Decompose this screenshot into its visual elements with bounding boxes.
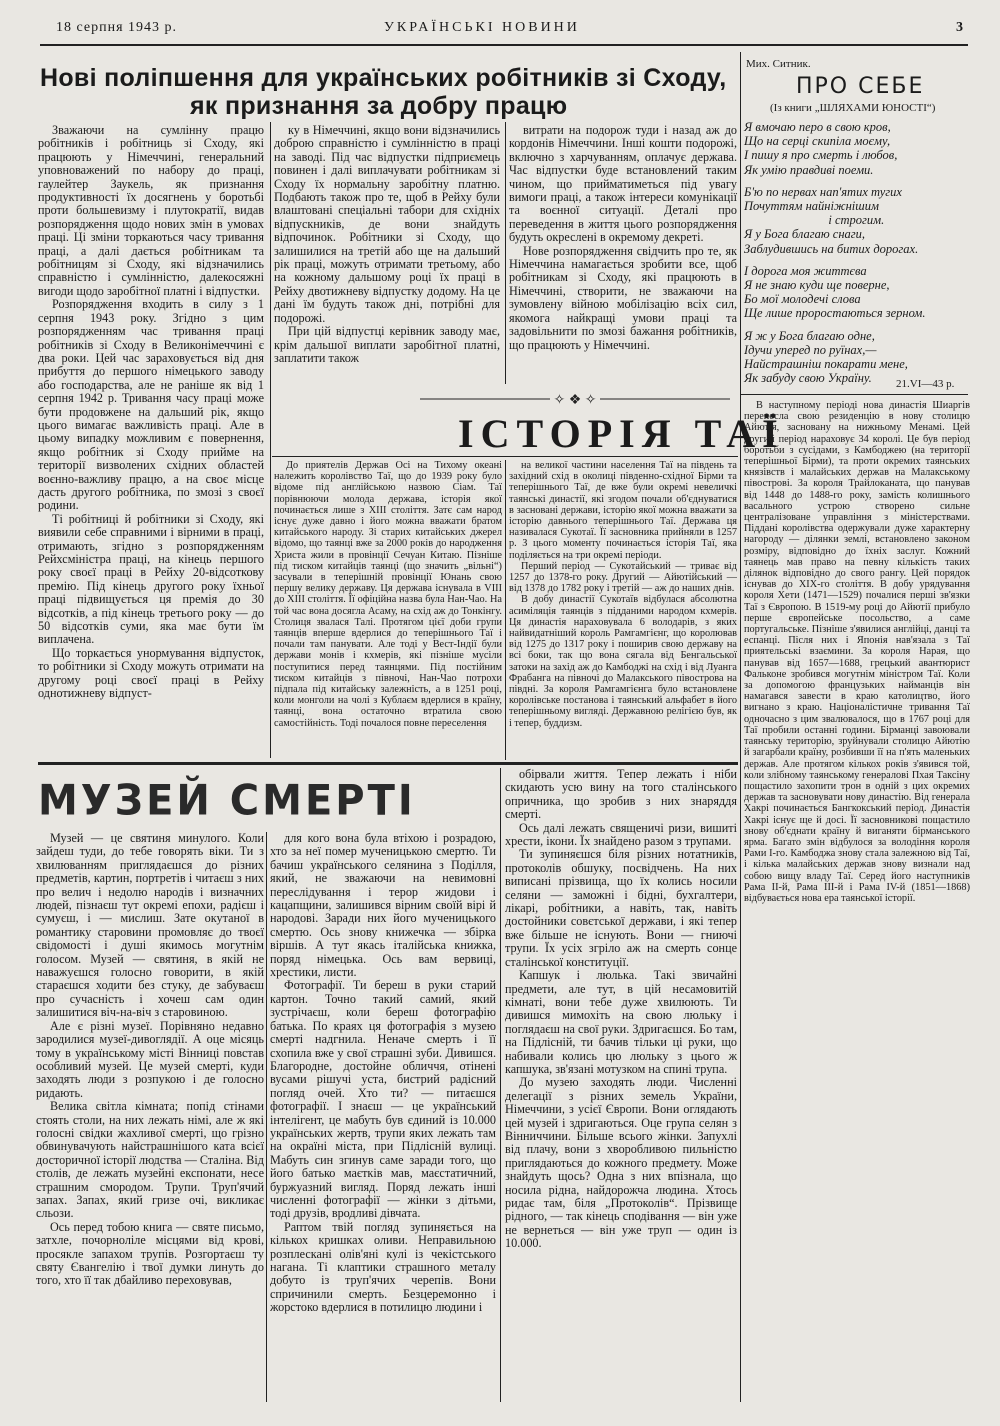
column-divider [740,52,741,1402]
article1-column-3 [509,124,737,386]
poem-stanza: Я вмочаю перо в свою кров, Що на серці скипіла моєму, І пишу я про смерть і любов, Як умію правдиві поеми. [744,120,898,177]
paragraph: При цій відпустці керівник заводу має, крім дальшої виплати заробітної платні, заплатити також [274,324,500,365]
paragraph: Нове розпорядження свідчить про те, як Німеччина намагається зробити все, щоб робітникам зі Сходу, які працюють в Німеччині, створити, не зважаючи на зумовлену війною мобілізацію всіх сил, якомога найкращі умови праці та задовільнити по змозі бажання робітників, що працюють у Німеччині. [509,243,737,352]
paragraph: В наступному періоді нова династія Шиаргів перенесла свою резиденцію в нову столицю Айютія, засновану на нижньому Менамі. Цей другий період нараховує 34 королі. Це був період боротьби з сусідами, з Камбоджею (на території теперішньої Бірми), та проти окремих таянських князівств і малайських держав на Малакському півострові. За короля Трайлоканата, що панував від 1448 до 1488-го року, замість колишнього васального устрою створено сильне централізоване управління з міністерствами. Піддані королівства одержували дуже характерну нагороду — ділянки землі, встановлено законом розміру, відповідно до їхніх заслуг. Кожний таянець мав право на певну кількість таких ділянок відповідно до свого рангу. Цей порядок існував до XIX-го століття. В добу урядування короля Хети (1471—1529) почалися перші зв'язки Таї з Європою. В 1519-му році до Айютії прибуло перше європейське посольство, а саме португальське. Пізніше з'явилися англійці, данці та еспанці. Після них і Японія нав'язала з Таї приятельські взаємини. За короля Нарая, що панував від 1657—1688, грецький авантюрист Фальконе зробився могутнім міністром Таї. Коли за допомогою французьких найманців він намагався завести в краю католицтво, його вигнано з краю. Націоналістичне тривання Таї одночасно з цим звалювалося, що в 1767 році для Таї пробили останні години. Бірманці завоювали таянську територію, зруйнували столицю Айютію й загарбали країну, розбивши її на п'ять маленьких держав. Але протягом кількох років з'явився той, коли злібному таянському генералові Пхая Таксіну пощастило захопити трон в одній з цих окремих держав та засновувати нову династію. Від генерала Хакрі починається Бангкокський період. Династія Хакрі існує ще й досі. Її засновникові пощастило знову об'єднати країну й виганяти бірманського ярма. Багато змін відбулося за володіння короля Рами І-го. Камбоджа знову стала залежною від Таї, і кілька малайських держав знову визнали над собою вищу владу Таї. Серед його наступників Рама ІІ-й, Рама ІІІ-й і Рама IV-й (1851—1868) відбувається нова ера таянської історії. [744,400,970,904]
poem-stanza: І дорога моя життєва Я не знаю куди ще поверне, Бо мої молодечі слова Ще лише проростаються зерном. [744,263,926,321]
article2-column-1 [274,460,502,760]
header-page-number: 3 [956,20,964,35]
paragraph: Музей — це святиня минулого. Коли зайдеш туди, до тебе говорять віки. Ти з хвилюванням приглядаєшся до різних предметів, картин, портретів і читаєш з них про велич і недолю народів і визначних людей, пізнаєш тут окремі епохи, радієш і сумуєш, і — мислиш. Зате окутаної в романтику старовини промовляє до твоєї свідомості і душі якимось могутнім голосом. Музей — святиня, в якій не наважуєшся голосно говорити, в якій стараєшся ходити без стуку, де забуваєш про сучасність і хочеш сам один залишитися віч-на-віч з старовиною. [36,832,264,1020]
column-divider [500,768,501,1402]
paragraph: Капшук і люлька. Такі звичайні предмети, але тут, в цій несамовитій кімнаті, вони тебе дуже хвилюють. Ти дивишся мимохіть на свою люльку і поглядаєш на свої руки. Здригаєшся. Бо там, на Підлісній, ти бачив тільки ці руки, що набивали колись цю люльку з цього ж капшука, зв'язані мотузком на спині трупа. [505,968,737,1076]
poem-bottom-rule [740,394,968,395]
paragraph: Перший період — Сукотайський — триває від 1257 до 1378-го року. Другий — Айютійський — від 1378 до 1782 року і третій — аж до наших днів. [509,560,737,595]
paragraph: на великої частини населення Таї на південь та західний схід в околиці південно-східної Бірми та теперішнього Таї, де вже були окремі невеличкі таянські династії, які згодом почали об'єднуватися в засновані держави, історію якої можна вважати за історію давнього теперішнього Таї. Держава ця називалася Сукотаї. Її засновника прийняли в 1257 р. З цього моменту починається історія Таї, яка поділяється на три окремі періоди. [509,460,737,561]
article3-column-2 [270,832,496,1402]
paragraph: Раптом твій погляд зупиняється на кількох кришках оливи. Неправильною розплескані олів'яні кулі із чекістського нагана. Ті клаптики страшного металу добуто із труп'ячих черепів. Вони спричинили смерть. Безцеремонно і жорстоко вдерлися в потилицю людини і [270,1219,496,1315]
column-divider [505,122,506,384]
paragraph: До музею заходять люди. Численні делегації з різних земель України, Німеччини, з усієї Європи. Вони оглядають цей музей і здригаються. Оце група селян з Вінниччини. Більше всього жінки. Запухлі від плачу, вони з хворобливою пильністю приглядаються до кожного предмету. Може знайдуть щось? Одна з них впізнала, що носила рідна, найдорожча людина. Хтось ридає там, біля „Протоколів“. Прізвище рідного, — так кінець сподівання — він уже не вернеться — він уже труп — один із 10.000. [505,1075,737,1251]
paragraph: До приятелів Держав Осі на Тихому океані належить королівство Таї, що до 1939 року було відоме під англійською назвою Сіам. Таї порівнюючи молода держава, історія якої починається лише з XIII століття. Затє сам народ існує дуже давно і його можна вважати братом китайського народу. Зі старих китайських джерел відомо, що таянці вже за 2000 років до народження Христа жили в провінції Сечуан Китаю. Пізніше під тиском китайців таянці (що значить „вільні“) засували в теперішній провінції Юнань свою першу велику державу. Ця держава існувала в VIII до XIII століття. Її офіційна назва була Нан-Чао. На той час вона досягла Асаму, на схід аж до Тонкінгу. Столиця звалася Талі. Протягом цієї доби групи таянців вперше вдерлися до теперішнього Таї і почали там панувати. Але тоді у Вест-Індії були держави монів і кхмерів, які пізніше мусіли поступитися перед таянцями. Під постійним тиском китайців з півночі, Нан-Чао потрохи підпала під китайську залежність, а в 1251 році, коли монголи на чолі з Кублаєм вдерлися в країну, таянці, вона остаточно втратила свою самостійність. Тоді почалося повне переселення [274,460,502,729]
poem-stanza: Б'ю по нервах нап'ятих тугих Почуттям найніжнішим і строгим. Я у Бога благаю снаги, Заблудившись на битих дорогах. [744,184,919,256]
paragraph: Велика світла кімната; попід стінами стоять столи, на них лежать німі, але ж які голосні свідки жахливої смерті, що грізно обвинувачують найстрашнішого ката всієї досторичної історії людства — Сталіна. Від столів, де лежать музейні експонати, несе страшним смородом. Трупи. Труп'ячий запах. Запах, який гризе очі, викликає сльози. [36,1099,264,1221]
article1-column-1 [38,124,264,756]
article2-title-rule [272,456,738,457]
paragraph: Але є різні музеї. Порівняно недавно зародилися музеї-дивоглядії. А оце місяць тому в українському місті Вінниці повстав особливий музей. Це музей смерті, куди заходять люди з розпукою і де голосно ридають. [36,1018,264,1100]
article1-title-line1: Нові поліпшення для українських робітників зі Сходу, [40,64,727,92]
paragraph: Ти зупиняєшся біля різних нотатників, протоколів обшуку, посвідчень. На них виписані прізвища, що їх колись носили селяни — заможні і бідні, бухгалтери, лікарі, робітники, а навіть, так, навіть достойники совєтської держави, і які тепер вже більше не існують. Вони — гниючі трупи. Їх усіх згріло аж на смерть сонце сталінської конституції. [505,847,737,969]
paragraph: Фотографії. Ти береш в руки старий картон. Точно такий самий, який зустрічаєш, коли береш фотографію батька. По краях ця фотографія з музею смерті надгнила. Неначе смерть і її схопила вже у свої страшні зуби. Дивишся. Благородне, достойне обличчя, отінені вусами рішучі уста, бистрий радісний погляд очей. Хто ти? — питаєшся фотографії. І знаєш — це український інтелігент, це мабуть був єдиний із 10.000 українських жертв, трупи яких лежать там на окраїні міста, при Підлісній вулиці. Мабуть син згинув саме заради того, що його батько маєтків мав, маєстатичний, буржуазний вигляд. Поряд лежать інші численні фотографії — жінки з дітьми, тоді друзів, вродливі дівчата. [270,978,496,1221]
column-divider [270,122,271,758]
poem-author: Мих. Ситник. [746,58,811,70]
paragraph: обірвали життя. Тепер лежать і ніби скидають усю вину на того сталінського опричника, що зробив з них знаряддя смерті. [505,768,737,822]
article1-title-line2: як признання за добру працю [190,92,568,120]
poem-title: ПРО СЕБЕ [796,74,925,99]
article2-column-3 [744,400,970,1400]
article3-column-3 [505,768,737,1402]
paragraph: Ось перед тобою книга — святе письмо, затхле, почорноліле місцями від крові, просякле запахом трупів. Розгортаєш ту святу Євангелію і твої думки линуть до того, хто її так дбайливо переховував, [36,1219,264,1288]
paragraph: Ось далі лежать священичі ризи, вишиті хрести, ікони. Їх знайдено разом з трупами. [505,820,737,849]
header-paper-name: УКРАЇНСЬКІ НОВИНИ [384,20,580,35]
paragraph: В добу династії Сукотаїв відбулася абсолютна асиміляція таянців з підданими народом кхмерів. Ця династія нараховувала 6 володарів, з яких найвидатніший король Рамгамгієнг, що королював від 1275 до 1317 року і поширив свою державу на всі боки, так що вона сягала від Бенгальської затоки на захід аж до Камбоджі на схід і від Луанга Фрабанга на півночі до Малакського півострова на півдні. За короля Рамгамгієнга було встановлене королівське постанова і таянський альфабет в його теперішньому вигляді. Державною релігією був, як і тепер, буддизм. [509,594,737,729]
paragraph: ку в Німеччині, якщо вони відзначились доброю справністю і сумлінністю в праці на заводі. Під час відпустки підприємець повинен і далі виплачувати робітникам зі Сходу їх нормальну заробітну платню. Подбають також про те, щоб в Рейху були влаштовані спеціальні табори для східніх відпускників, де вони знайдуть відпочинок. Робітники зі Сходу, що залишилися на третій або ще на дальший рік праці, можуть отримати третьому, або на кожному дальшому році їх праці в Рейху двотижневу відпустку додому. На це дані їм будуть також дні, потрібні для подорожі. [274,124,500,325]
header-date: 18 серпня 1943 р. [56,20,178,35]
header-rule [40,44,968,46]
paragraph: Ті робітниці й робітники зі Сходу, які виявили себе справними і вірними в праці, отримають, згідно з розпорядженням Рейхсміністра праці, на кінець першого року своєї праці в Рейху 20-відсоткову премію. Під кінець другого року їхньої праці підвищується ця премія до 30 відсотків, а під кінець третього року — до 50 відсотків суми, яка має бути їм виплачена. [38,511,264,647]
column-divider [505,460,506,760]
paragraph: Зважаючи на сумлінну працю робітників і робітниць зі Сходу, які працюють у Німеччині, генеральний уповноважений по набору до праці, гаулейтер Заукель, як признання продуктивності їх досягнень у боротьбі проти большевизму і плутократії, видав розпорядження щодо нових змін в умовах праці. Ці зміни торкаються часу тривання праці, а далі дається робітникам та робітницям зі Сходу, які відзначились справністю і сумлінністю, далекосяжні вигоди щодо заробітної платні і відпустки. [38,124,264,298]
poem-body [744,120,968,393]
article1-column-2 [274,124,500,368]
paragraph: для кого вона була втіхою і розрадою, хто за неї помер мученицькою смертю. Ти бачиш українського селянина з Поділля, який, не зважаючи на невимовні переслідування і терор жидови і кацапщини, залишився вірним своїй вірі й народові. Заради них його мученицького смертю. Ось знову книжечка — збірка віршів. А тут якась італійська книжка, поряд німецька. Ось вам вервиці, хрестики, листи. [270,832,496,980]
poem-date: 21.VI—43 р. [896,378,955,390]
poem-stanza: Я ж у Бога благаю одне, Ідучи уперед по руїнах,— Найстрашніш покарати мене, Як забуду свою Україну. [744,328,908,386]
article2-title: ІСТОРІЯ ТАЇ [458,411,785,456]
article3-column-1 [36,832,264,1402]
svg-text:✧ ❖ ✧: ✧ ❖ ✧ [553,393,597,408]
paragraph: витрати на подорож туди і назад аж до кордонів Німеччини. Інші кошти подорожі, включно з харчуванням, оплачує держава. Час відпустки буде встановлений таким чином, що прийматиметься під увагу вимоги праці, а також інтереси комунікації та воєнної ситуації. Деталі про переведення в життя цього розпорядження будуть окреслені в окремому декреті. [509,124,737,245]
paragraph: Розпорядження входить в силу з 1 серпня 1943 року. Згідно з цим розпорядженням час тривання праці робітників зі Сходу в Великонімеччині є два роки. Цей час зараховується від дня прибуття до першого німецького заводу або господарства, але не раніше як від 1 серпня 1942 р. Тривання часу праці може бути продовжене на дальший рік, якщо цього вимагає важливість праці. Але в цьому випадку можливим є повернення, якщо робітник зі Сходу прийме на території визволених східних областей воєнно-важливу працю, а на своє місце дасть другого робітника, по змозі з своєї родини. [38,297,264,513]
poem-subtitle: (Із книги „ШЛЯХАМИ ЮНОСТІ“) [770,102,936,114]
section-rule [38,762,738,765]
ornament-divider [420,390,730,408]
article2-column-2 [509,460,737,760]
column-divider [266,832,267,1402]
article3-title: МУЗЕЙ СМЕРТІ [38,776,416,826]
paragraph: Що торкається унормування відпусток, то робітники зі Сходу можуть отримати на другому році своєї праці в Рейху однотижневу відпуст- [38,645,264,701]
